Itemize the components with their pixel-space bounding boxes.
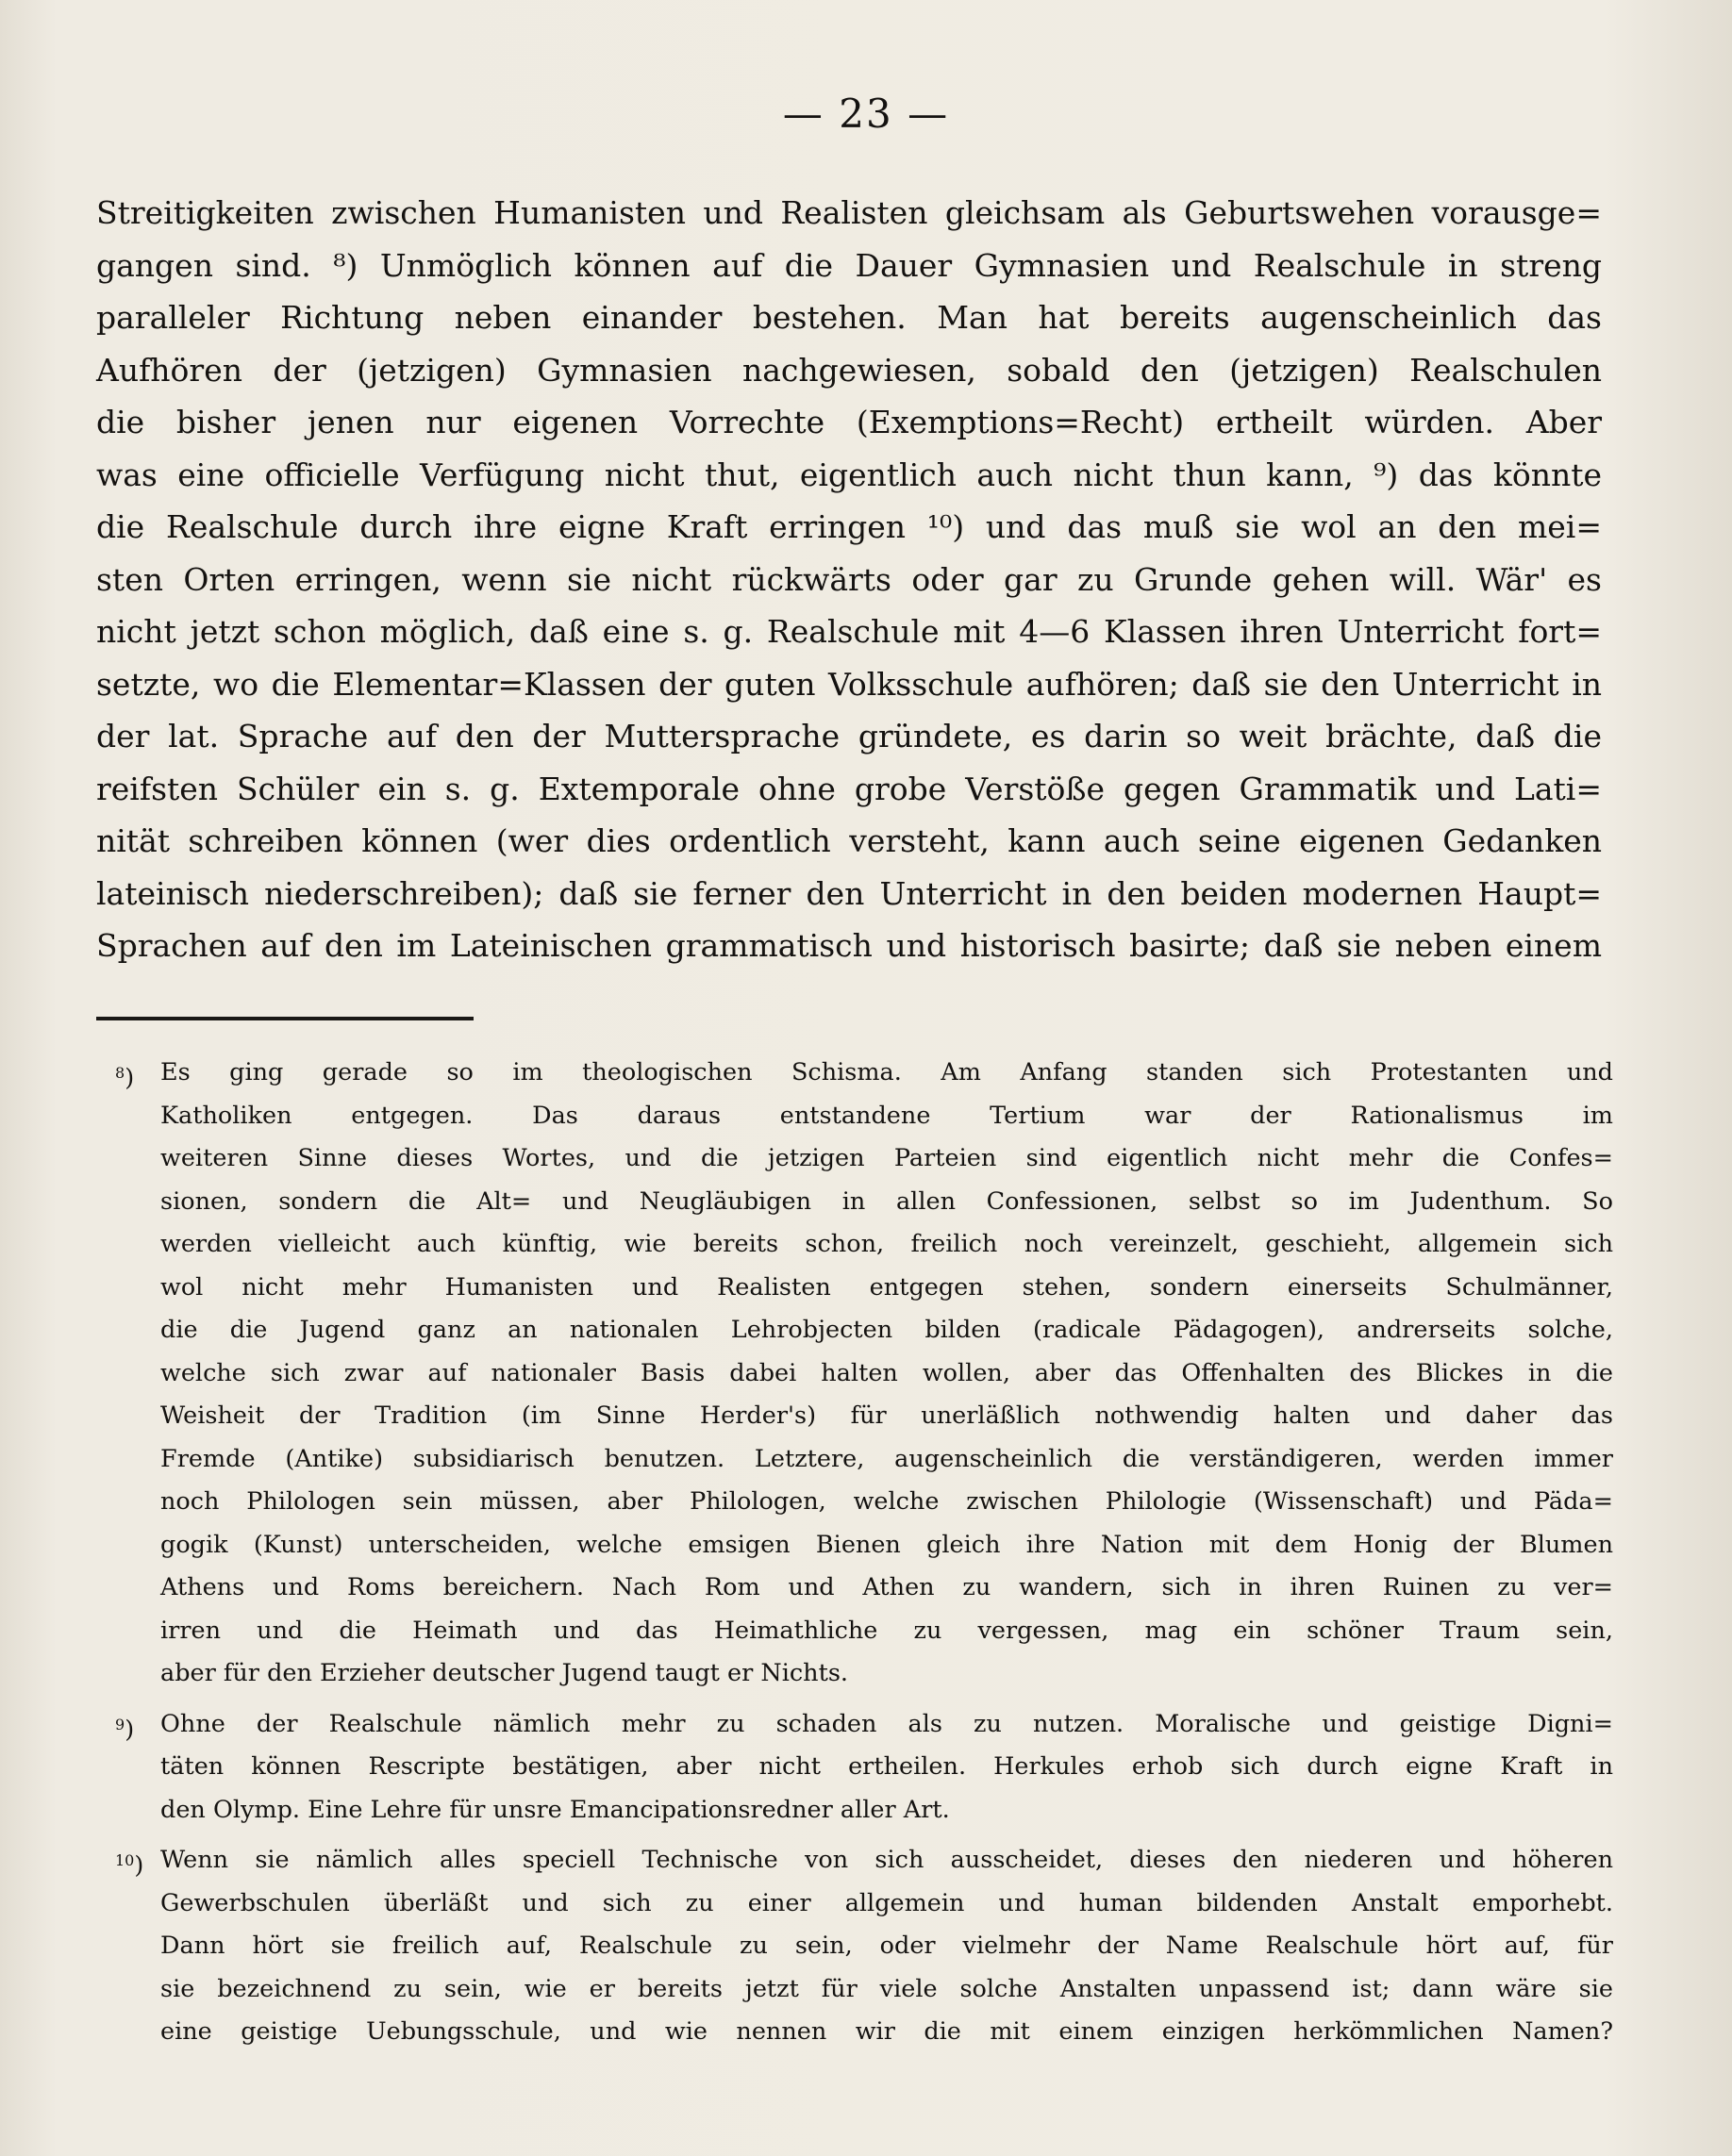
footnote-line: werden vielleicht auch künftig, wie bereits schon, freilich noch vereinzelt, geschieht, allgemein sich [160, 1230, 1613, 1258]
footnote-9 [115, 1703, 1613, 1833]
footnote-line: irren und die Heimath und das Heimathliche zu vergessen, mag ein schöner Traum sein, [160, 1616, 1613, 1645]
text-line: die Realschule durch ihre eigne Kraft erringen ¹⁰) und das muß sie wol an den mei= [96, 508, 1602, 545]
footnote-line: weiteren Sinne dieses Wortes, und die jetzigen Parteien sind eigentlich nicht mehr die Confes= [160, 1144, 1613, 1172]
footnote-line: Weisheit der Tradition (im Sinne Herder's) für unerläßlich nothwendig halten und daher das [160, 1401, 1613, 1430]
text-line: gangen sind. ⁸) Unmöglich können auf die Dauer Gymnasien und Realschule in streng [96, 246, 1602, 284]
footnote-line: Dann hört sie freilich auf, Realschule zu sein, oder vielmehr der Name Realschule hört auf, für [160, 1932, 1613, 1960]
footnote-line: sionen, sondern die Alt= und Neugläubigen in allen Confessionen, selbst so im Judenthum. So [160, 1186, 1613, 1216]
footnote-10 [115, 1839, 1613, 2054]
text-line: lateinisch niederschreiben); daß sie ferner den Unterricht in den beiden modernen Haupt= [96, 874, 1602, 912]
text-line: Aufhören der (jetzigen) Gymnasien nachgewiesen, sobald den (jetzigen) Realschulen [96, 351, 1602, 389]
text-line: setzte, wo die Elementar=Klassen der guten Volksschule aufhören; daß sie den Unterricht in [96, 665, 1602, 703]
footnote-line: wol nicht mehr Humanisten und Realisten entgegen stehen, sondern einerseits Schulmänner, [160, 1272, 1613, 1302]
footnote-rule [96, 1017, 474, 1020]
text-line: reifsten Schüler ein s. g. Extemporale ohne grobe Verstöße gegen Grammatik und Lati= [96, 770, 1602, 807]
text-line: Streitigkeiten zwischen Humanisten und Realisten gleichsam als Geburtswehen vorausge= [96, 194, 1602, 231]
footnote-line: gogik (Kunst) unterscheiden, welche emsigen Bienen gleich ihre Nation mit dem Honig der Blumen [160, 1530, 1613, 1559]
footnote-marker: $^9$) [115, 1715, 135, 1744]
footnote-number: 10 [115, 1851, 135, 1869]
footnote-line: Ohne der Realschule nämlich mehr zu schaden als zu nutzen. Moralische und geistige Digni= [160, 1709, 1613, 1738]
text-line: die bisher jenen nur eigenen Vorrechte (Exemptions=Recht) ertheilt würden. Aber [96, 404, 1602, 440]
page-number: — 23 — [782, 91, 950, 137]
footnote-8 [115, 1052, 1613, 1696]
footnote-line: Gewerbschulen überläßt und sich zu einer allgemein und human bildenden Anstalt emporhebt. [160, 1888, 1613, 1917]
text-line: Sprachen auf den im Lateinischen grammatisch und historisch basirte; daß sie neben einem [96, 927, 1602, 964]
footnote-line: sie bezeichnend zu sein, wie er bereits jetzt für viele solche Anstalten unpassend ist; dann wäre sie [160, 1974, 1613, 2003]
text-line: nicht jetzt schon möglich, daß eine s. g. Realschule mit 4—6 Klassen ihren Unterricht fort= [96, 613, 1602, 650]
text-line: paralleler Richtung neben einander bestehen. Man hat bereits augenscheinlich das [96, 299, 1602, 336]
text-line: nität schreiben können (wer dies ordentlich versteht, kann auch seine eigenen Gedanken [96, 822, 1602, 859]
text-line: was eine officielle Verfügung nicht thut, eigentlich auch nicht thun kann, ⁹) das könnte [96, 456, 1602, 493]
text-line: sten Orten erringen, wenn sie nicht rückwärts oder gar zu Grunde gehen will. Wär' es [96, 560, 1602, 598]
footnote-number: 9 [115, 1715, 125, 1733]
footnote-line: Es ging gerade so im theologischen Schisma. Am Anfang standen sich Protestanten und [160, 1058, 1613, 1086]
text-line: der lat. Sprache auf den der Muttersprache gründete, es darin so weit brächte, daß die [96, 718, 1602, 755]
footnotes [115, 1052, 1613, 2054]
footnote-line: Fremde (Antike) subsidiarisch benutzen. Letztere, augenscheinlich die verständigeren, werden immer [160, 1444, 1613, 1473]
footnote-line: täten können Rescripte bestätigen, aber nicht ertheilen. Herkules erhob sich durch eigne Kraft in [160, 1752, 1613, 1781]
footnote-line: noch Philologen sein müssen, aber Philologen, welche zwischen Philologie (Wissenschaft) und Päda= [160, 1487, 1613, 1516]
footnote-line: Wenn sie nämlich alles speciell Technische von sich ausscheidet, dieses den niederen und höheren [160, 1846, 1613, 1874]
footnote-line: eine geistige Uebungsschule, und wie nennen wir die mit einem einzigen herkömmlichen Namen? [160, 2017, 1613, 2046]
main-text [96, 187, 1602, 972]
footnote-marker: $^{10}$) [115, 1851, 144, 1880]
footnote-marker: $^8$) [115, 1064, 135, 1092]
footnote-line: welche sich zwar auf nationaler Basis dabei halten wollen, aber das Offenhalten des Blickes in die [160, 1358, 1613, 1387]
footnote-line: Katholiken entgegen. Das daraus entstandene Tertium war der Rationalismus im [160, 1101, 1613, 1130]
footnote-line: aber für den Erzieher deutscher Jugend taugt er Nichts. [160, 1659, 849, 1687]
footnote-line: Athens und Roms bereichern. Nach Rom und Athen zu wandern, sich in ihren Ruinen zu ver= [160, 1573, 1613, 1601]
footnote-line: die die Jugend ganz an nationalen Lehrobjecten bilden (radicale Pädagogen), andrerseits solche, [160, 1316, 1613, 1344]
footnote-line: den Olymp. Eine Lehre für unsre Emancipationsredner aller Art. [160, 1795, 950, 1824]
footnote-number: 8 [115, 1064, 125, 1082]
